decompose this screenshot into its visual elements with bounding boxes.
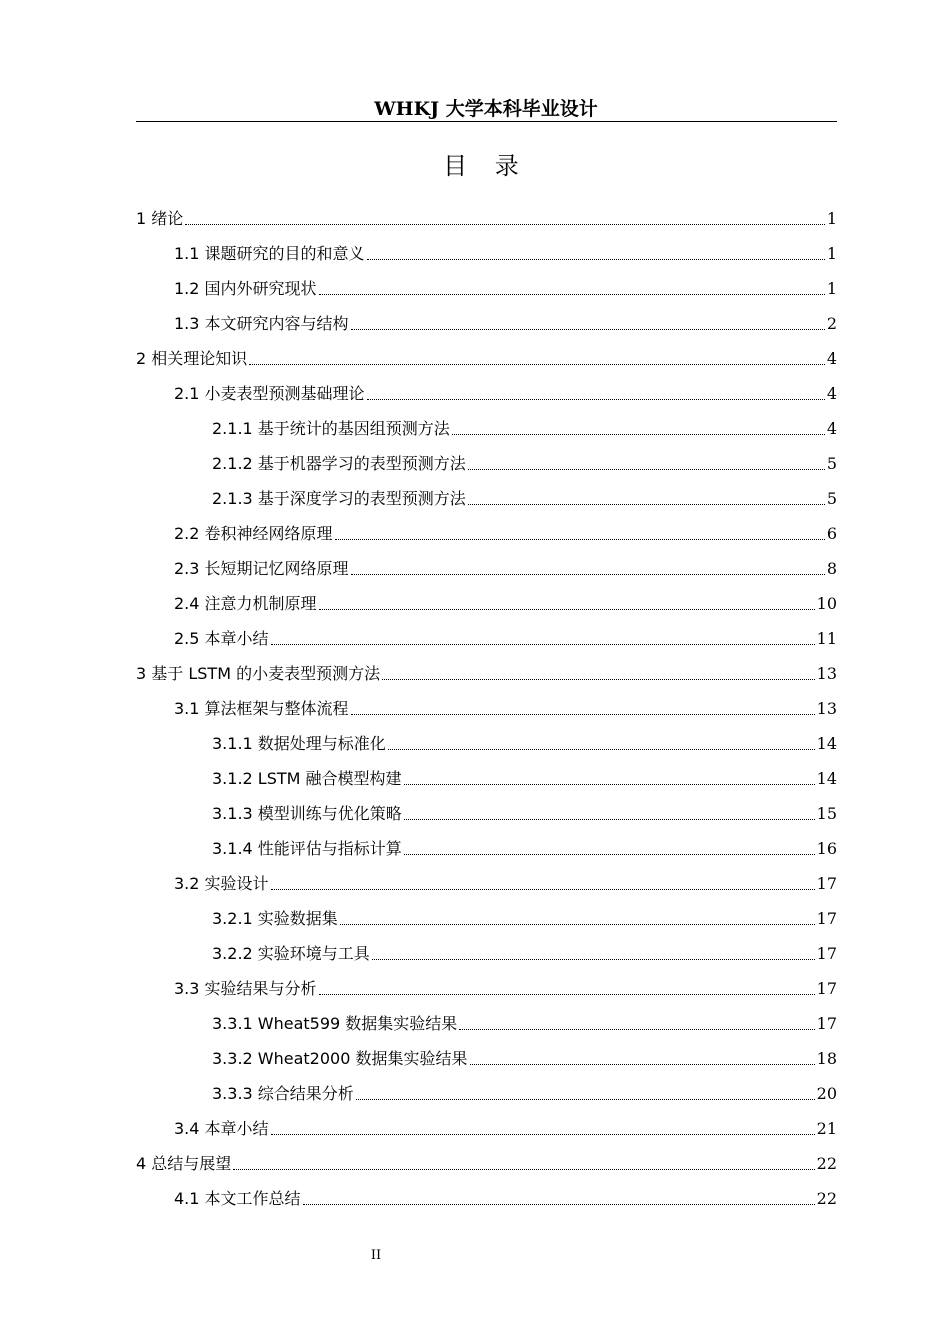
toc-entry[interactable] bbox=[212, 830, 837, 860]
toc-leader-dots bbox=[372, 959, 815, 960]
toc-leader-dots bbox=[351, 329, 825, 330]
toc-entry-page: 2 bbox=[826, 314, 837, 333]
toc-entry-label: 3.1.1 数据处理与标准化 bbox=[212, 734, 386, 753]
toc-leader-dots bbox=[452, 434, 825, 435]
toc-entry-page: 4 bbox=[826, 419, 837, 438]
toc-entry-page: 22 bbox=[816, 1189, 837, 1208]
toc-entry[interactable] bbox=[212, 935, 837, 965]
toc-leader-dots bbox=[271, 1134, 815, 1135]
toc-entry[interactable] bbox=[174, 690, 837, 720]
toc-leader-dots bbox=[388, 749, 815, 750]
toc-entry[interactable] bbox=[212, 1005, 837, 1035]
toc-leader-dots bbox=[351, 714, 815, 715]
toc-entry-page: 1 bbox=[826, 209, 837, 228]
toc-leader-dots bbox=[233, 1169, 814, 1170]
toc-entry-page: 1 bbox=[826, 244, 837, 263]
toc-entry-page: 4 bbox=[826, 384, 837, 403]
toc-leader-dots bbox=[468, 504, 825, 505]
toc-entry-page: 5 bbox=[826, 489, 837, 508]
toc-entry-label: 3.4 本章小结 bbox=[174, 1119, 269, 1138]
toc-entry-label: 2.1.2 基于机器学习的表型预测方法 bbox=[212, 454, 466, 473]
toc-entry[interactable] bbox=[174, 865, 837, 895]
toc-entry-page: 14 bbox=[816, 769, 837, 788]
toc-leader-dots bbox=[319, 294, 825, 295]
toc-entry-label: 1.2 国内外研究现状 bbox=[174, 279, 317, 298]
toc-entry[interactable] bbox=[212, 795, 837, 825]
toc-entry-label: 4.1 本文工作总结 bbox=[174, 1189, 301, 1208]
toc-entry[interactable] bbox=[212, 900, 837, 930]
toc-entry-label: 1.3 本文研究内容与结构 bbox=[174, 314, 349, 333]
toc-entry-label: 3.3.1 Wheat599 数据集实验结果 bbox=[212, 1014, 458, 1033]
toc-entry-page: 16 bbox=[816, 839, 837, 858]
toc-entry-label: 3.1.2 LSTM 融合模型构建 bbox=[212, 769, 402, 788]
toc-entry[interactable] bbox=[174, 270, 837, 300]
toc-leader-dots bbox=[404, 854, 815, 855]
toc-entry-page: 15 bbox=[816, 804, 837, 823]
toc-entry-page: 14 bbox=[816, 734, 837, 753]
toc-leader-dots bbox=[459, 1029, 814, 1030]
toc-entry-label: 3.1 算法框架与整体流程 bbox=[174, 699, 349, 718]
toc-entry-page: 11 bbox=[816, 629, 837, 648]
toc-entry-page: 5 bbox=[826, 454, 837, 473]
toc-entry-page: 6 bbox=[826, 524, 837, 543]
toc-entry-label: 2 相关理论知识 bbox=[136, 349, 248, 368]
toc-entry-label: 3.2 实验设计 bbox=[174, 874, 269, 893]
page-header: WHKJ 大学本科毕业设计 bbox=[374, 98, 598, 120]
toc-entry[interactable] bbox=[136, 1145, 837, 1175]
toc-entry-label: 3.3.3 综合结果分析 bbox=[212, 1084, 354, 1103]
toc-entry-label: 2.3 长短期记忆网络原理 bbox=[174, 559, 349, 578]
toc-entry-label: 3.3 实验结果与分析 bbox=[174, 979, 317, 998]
toc-entry-page: 17 bbox=[816, 874, 837, 893]
toc-leader-dots bbox=[351, 574, 825, 575]
toc-entry-page: 17 bbox=[816, 909, 837, 928]
header-rule bbox=[136, 121, 837, 122]
toc-entry-label: 3.2.2 实验环境与工具 bbox=[212, 944, 370, 963]
toc-entry-page: 20 bbox=[816, 1084, 837, 1103]
toc-entry[interactable] bbox=[212, 1040, 837, 1070]
toc-entry-label: 3 基于 LSTM 的小麦表型预测方法 bbox=[136, 664, 381, 683]
page-number: II bbox=[370, 1248, 382, 1263]
toc-entry[interactable] bbox=[174, 550, 837, 580]
toc-leader-dots bbox=[303, 1204, 815, 1205]
toc-entry-label: 2.2 卷积神经网络原理 bbox=[174, 524, 333, 543]
toc-leader-dots bbox=[382, 679, 815, 680]
toc-leader-dots bbox=[335, 539, 825, 540]
toc-entry-page: 13 bbox=[816, 664, 837, 683]
toc-leader-dots bbox=[468, 469, 825, 470]
toc-entry[interactable] bbox=[212, 1075, 837, 1105]
toc-entry-label: 2.1.3 基于深度学习的表型预测方法 bbox=[212, 489, 466, 508]
toc-entry-page: 22 bbox=[816, 1154, 837, 1173]
toc-entry-label: 2.1.1 基于统计的基因组预测方法 bbox=[212, 419, 450, 438]
toc-leader-dots bbox=[340, 924, 815, 925]
toc-title: 目 录 bbox=[443, 152, 529, 180]
toc-leader-dots bbox=[367, 399, 825, 400]
toc-entry[interactable] bbox=[212, 445, 837, 475]
toc-entry-label: 1.1 课题研究的目的和意义 bbox=[174, 244, 365, 263]
toc-entry[interactable] bbox=[174, 1110, 837, 1140]
toc-leader-dots bbox=[319, 994, 815, 995]
toc-leader-dots bbox=[470, 1064, 815, 1065]
toc-entry-page: 10 bbox=[816, 594, 837, 613]
toc-leader-dots bbox=[367, 259, 825, 260]
toc-entry[interactable] bbox=[174, 515, 837, 545]
toc-entry[interactable] bbox=[136, 200, 837, 230]
toc-entry-page: 21 bbox=[816, 1119, 837, 1138]
toc-leader-dots bbox=[404, 784, 815, 785]
toc-entry[interactable] bbox=[212, 480, 837, 510]
toc-entry[interactable] bbox=[174, 620, 837, 650]
toc-entry-label: 2.4 注意力机制原理 bbox=[174, 594, 317, 613]
toc-entry[interactable] bbox=[174, 585, 837, 615]
toc-entry[interactable] bbox=[174, 305, 837, 335]
toc-entry-page: 13 bbox=[816, 699, 837, 718]
toc-leader-dots bbox=[404, 819, 815, 820]
toc-leader-dots bbox=[356, 1099, 815, 1100]
toc-leader-dots bbox=[249, 364, 825, 365]
toc-entry[interactable] bbox=[212, 725, 837, 755]
toc-entry[interactable] bbox=[136, 655, 837, 685]
toc-entry-page: 17 bbox=[816, 944, 837, 963]
toc-entry-page: 4 bbox=[826, 349, 837, 368]
toc-leader-dots bbox=[185, 224, 825, 225]
toc-entry-page: 1 bbox=[826, 279, 837, 298]
toc-leader-dots bbox=[271, 889, 815, 890]
toc-entry-label: 4 总结与展望 bbox=[136, 1154, 232, 1173]
toc-entry[interactable] bbox=[136, 340, 837, 370]
toc-entry-label: 2.1 小麦表型预测基础理论 bbox=[174, 384, 365, 403]
toc-entry-page: 18 bbox=[816, 1049, 837, 1068]
toc-entry[interactable] bbox=[174, 375, 837, 405]
toc-entry-label: 2.5 本章小结 bbox=[174, 629, 269, 648]
toc-entry[interactable] bbox=[174, 235, 837, 265]
toc-entry-label: 3.1.3 模型训练与优化策略 bbox=[212, 804, 402, 823]
toc-leader-dots bbox=[271, 644, 815, 645]
toc-entry[interactable] bbox=[174, 1180, 837, 1210]
toc-entry[interactable] bbox=[174, 970, 837, 1000]
toc-leader-dots bbox=[319, 609, 815, 610]
toc-entry-label: 3.1.4 性能评估与指标计算 bbox=[212, 839, 402, 858]
toc-entry-label: 1 绪论 bbox=[136, 209, 184, 228]
toc-entry[interactable] bbox=[212, 760, 837, 790]
toc-entry[interactable] bbox=[212, 410, 837, 440]
toc-entry-label: 3.2.1 实验数据集 bbox=[212, 909, 338, 928]
toc-entry-label: 3.3.2 Wheat2000 数据集实验结果 bbox=[212, 1049, 468, 1068]
toc-entry-page: 8 bbox=[826, 559, 837, 578]
toc-entry-page: 17 bbox=[816, 1014, 837, 1033]
toc-entry-page: 17 bbox=[816, 979, 837, 998]
